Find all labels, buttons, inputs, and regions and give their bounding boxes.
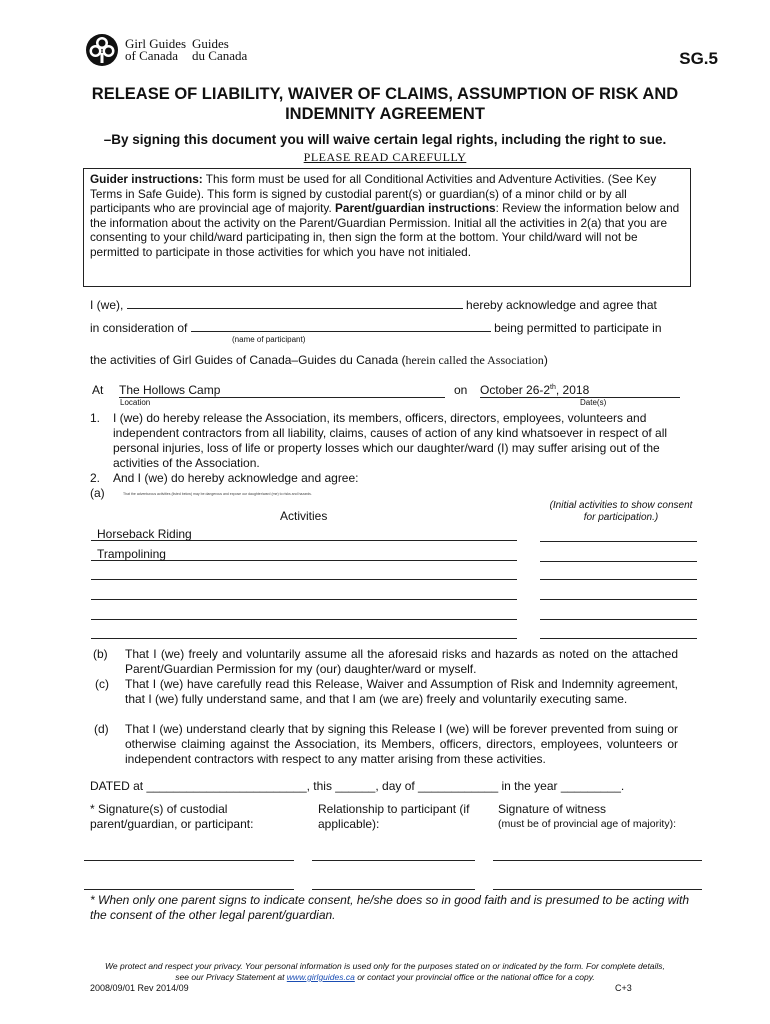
- date-value: October 26-2: [480, 383, 551, 397]
- relationship-field-1[interactable]: [312, 860, 475, 861]
- parent-instructions-text: : Review the information below and the information about the activity on the Parent/Guardian Permission. Initial all the activities in 2(a) that you are consenting to your child/ward participating in, then sign the form at the bottom. Your child/ward will not be permitted to participate in those activities for which you have not initialed.: [90, 201, 680, 259]
- please-read-note: PLEASE READ CAREFULLY: [303, 150, 467, 164]
- date-rest: , 2018: [555, 383, 590, 397]
- initial-field[interactable]: [540, 599, 697, 600]
- initial-header: (Initial activities to show consent for participation.): [549, 500, 693, 523]
- trefoil-icon: [85, 33, 119, 67]
- activity-name: Horseback Riding: [97, 527, 192, 541]
- location-field[interactable]: [119, 383, 445, 398]
- clause-2-text: And I (we) do hereby acknowledge and agree:: [113, 471, 359, 485]
- activities-header: Activities: [280, 509, 328, 523]
- association-text: the activities of Girl Guides of Canada–Guides du Canada (: [90, 353, 406, 367]
- activity-row[interactable]: [91, 638, 517, 639]
- signature-parent-label: * Signature(s) of custodial parent/guardian, or participant:: [90, 802, 254, 831]
- org-name-fr: Guides du Canada: [192, 36, 248, 63]
- names-field[interactable]: [127, 296, 463, 309]
- footnote: * When only one parent signs to indicate consent, he/she does so in good faith and is presumed to be acting with the consent of the other legal parent/guardian.: [90, 893, 690, 922]
- activity-row[interactable]: [91, 547, 517, 561]
- guider-instructions-label: Guider instructions:: [90, 172, 203, 186]
- location-value: The Hollows Camp: [119, 383, 221, 397]
- initial-field[interactable]: [540, 561, 697, 562]
- participant-name-field[interactable]: [191, 319, 491, 332]
- relationship-label: Relationship to participant (if applicable):: [318, 802, 470, 831]
- witness-label: Signature of witness: [498, 802, 607, 816]
- witness-sub-label: (must be of provincial age of majority):: [498, 818, 676, 830]
- witness-signature-field-2[interactable]: [493, 889, 702, 890]
- revision-info: 2008/09/01 Rev 2014/09: [90, 983, 189, 993]
- dated-line[interactable]: DATED at ________________________, this ______, day of ____________ in the year _________.: [90, 779, 625, 793]
- page-title: RELEASE OF LIABILITY, WAIVER OF CLAIMS, ASSUMPTION OF RISK AND INDEMNITY AGREEMENT: [91, 85, 679, 123]
- initial-field[interactable]: [540, 619, 697, 620]
- date-sup: th: [550, 384, 556, 391]
- date-field[interactable]: [480, 383, 680, 398]
- clause-d-text: That I (we) understand clearly that by signing this Release I (we) will be forever prevented from suing or otherwise claiming against the Association, its Members, officers, directors, employees, volunteers or independent contractors with respect to any matter arising from these activities.: [125, 722, 678, 766]
- initial-field[interactable]: [540, 638, 697, 639]
- on-label: on: [454, 383, 468, 397]
- parent-signature-field-2[interactable]: [84, 889, 294, 890]
- ack-line-1: [90, 296, 657, 312]
- clause-c-text: That I (we) have carefully read this Release, Waiver and Assumption of Risk and Indemnity agreement, that I (we) fully understand same, and that I am (we are) freely and voluntarily executing same.: [125, 677, 678, 706]
- clause-b-text: That I (we) freely and voluntarily assume all the aforesaid risks and hazards as noted on the attached Parent/Guardian Permission for my (our) daughter/ward or myself.: [125, 647, 678, 676]
- clause-a-label: (a): [90, 486, 105, 500]
- clause-c-label: (c): [95, 677, 109, 691]
- initial-field[interactable]: [540, 579, 697, 580]
- parent-signature-field-1[interactable]: [84, 860, 294, 861]
- ack-suffix: hereby acknowledge and agree that: [466, 298, 657, 312]
- org-name-en: Girl Guides of Canada: [125, 36, 187, 63]
- consideration-suffix: being permitted to participate in: [494, 321, 662, 335]
- association-serif: herein called the Association: [405, 353, 544, 367]
- waiver-warning: –By signing this document you will waive certain legal rights, including the right to sue.: [103, 132, 667, 147]
- parent-instructions-label: Parent/guardian instructions: [335, 201, 496, 216]
- activity-row[interactable]: [91, 579, 517, 580]
- privacy-text-1: We protect and respect your privacy. Your personal information is used only for the purposes stated on or indicated by the form. For complete details, see our Privacy Statement at: [105, 961, 665, 982]
- location-caption: Location: [120, 398, 151, 407]
- witness-signature-field-1[interactable]: [493, 860, 702, 861]
- activity-name: Trampolining: [97, 547, 166, 561]
- association-end: ): [543, 353, 548, 367]
- clause-1-number: 1.: [90, 411, 101, 425]
- privacy-text-2: or contact your provincial office or the national office for a copy.: [354, 972, 595, 982]
- guider-instructions-text: This form must be used for all Conditional Activities and Adventure Activities. (See Key Terms in Safe Guide). This form is signed by custodial parent(s) or guardian(s) of a minor child or by all participants who are provincial age of majority.: [90, 172, 657, 216]
- date-caption: Date(s): [580, 398, 607, 407]
- relationship-field-2[interactable]: [312, 889, 475, 890]
- ack-line-3: [90, 353, 548, 368]
- activity-row[interactable]: [91, 619, 517, 620]
- page-code: C+3: [615, 983, 632, 993]
- ack-prefix: I (we),: [90, 298, 127, 312]
- activity-row[interactable]: [91, 527, 517, 541]
- participant-caption: (name of participant): [232, 335, 306, 344]
- ack-line-2: [90, 319, 662, 335]
- privacy-note: [98, 961, 672, 983]
- org-logo: [85, 33, 247, 67]
- clause-b-label: (b): [93, 647, 108, 661]
- privacy-link[interactable]: www.girlguides.ca: [286, 972, 355, 982]
- clause-a-text: That the adventurous activities (listed below) may be dangerous and expose our daughter/ward (me) to risks and hazards.: [123, 492, 312, 496]
- consideration-prefix: in consideration of: [90, 321, 191, 335]
- clause-d-label: (d): [94, 722, 109, 736]
- initial-field[interactable]: [540, 541, 697, 542]
- instructions-box: [83, 168, 691, 287]
- activity-row[interactable]: [91, 599, 517, 600]
- clause-1-text: I (we) do hereby release the Association, its members, officers, directors, employees, volunteers and independent contractors from all liability, claims, causes of action of any kind whatsoever in respect of all personal injuries, loss of life or property losses which our daughter/ward (I) may suffer arising out of the activities of the Association.: [113, 411, 668, 470]
- at-label: At: [92, 383, 104, 397]
- clause-2-number: 2.: [90, 471, 101, 485]
- form-code: SG.5: [679, 49, 718, 68]
